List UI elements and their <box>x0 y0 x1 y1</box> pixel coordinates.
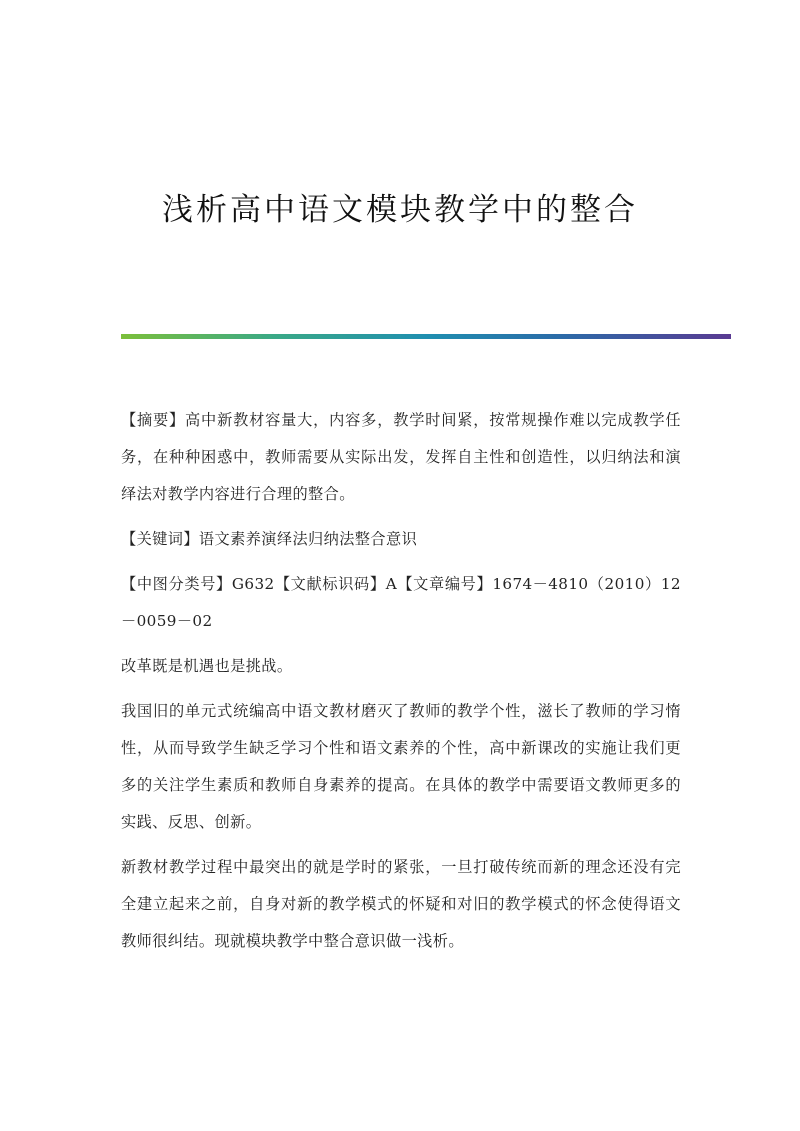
body-paragraph: 我国旧的单元式统编高中语文教材磨灭了教师的教学个性，滋长了教师的学习惰性，从而导致学生缺乏学习个性和语文素养的个性，高中新课改的实施让我们更多的关注学生素质和教师自身素养的提高。在具体的教学中需要语文教师更多的实践、反思、创新。 <box>121 702 681 831</box>
classification-paragraph: 【中图分类号】G632【文献标识码】A【文章编号】1674－4810（2010）12－0059－02 <box>121 575 681 630</box>
keywords-paragraph: 【关键词】语文素养演绎法归纳法整合意识 <box>121 530 418 548</box>
document-body <box>121 402 681 968</box>
abstract-paragraph: 【摘要】高中新教材容量大，内容多，教学时间紧，按常规操作难以完成教学任务，在种种困惑中，教师需要从实际出发，发挥自主性和创造性，以归纳法和演绎法对教学内容进行合理的整合。 <box>121 411 681 503</box>
gradient-divider <box>121 334 731 339</box>
page-title: 浅析高中语文模块教学中的整合 <box>162 192 638 228</box>
body-paragraph: 改革既是机遇也是挑战。 <box>121 657 293 675</box>
body-paragraph: 新教材教学过程中最突出的就是学时的紧张，一旦打破传统而新的理念还没有完全建立起来之前，自身对新的教学模式的怀疑和对旧的教学模式的怀念使得语文教师很纠结。现就模块教学中整合意识做一浅析。 <box>121 858 681 950</box>
